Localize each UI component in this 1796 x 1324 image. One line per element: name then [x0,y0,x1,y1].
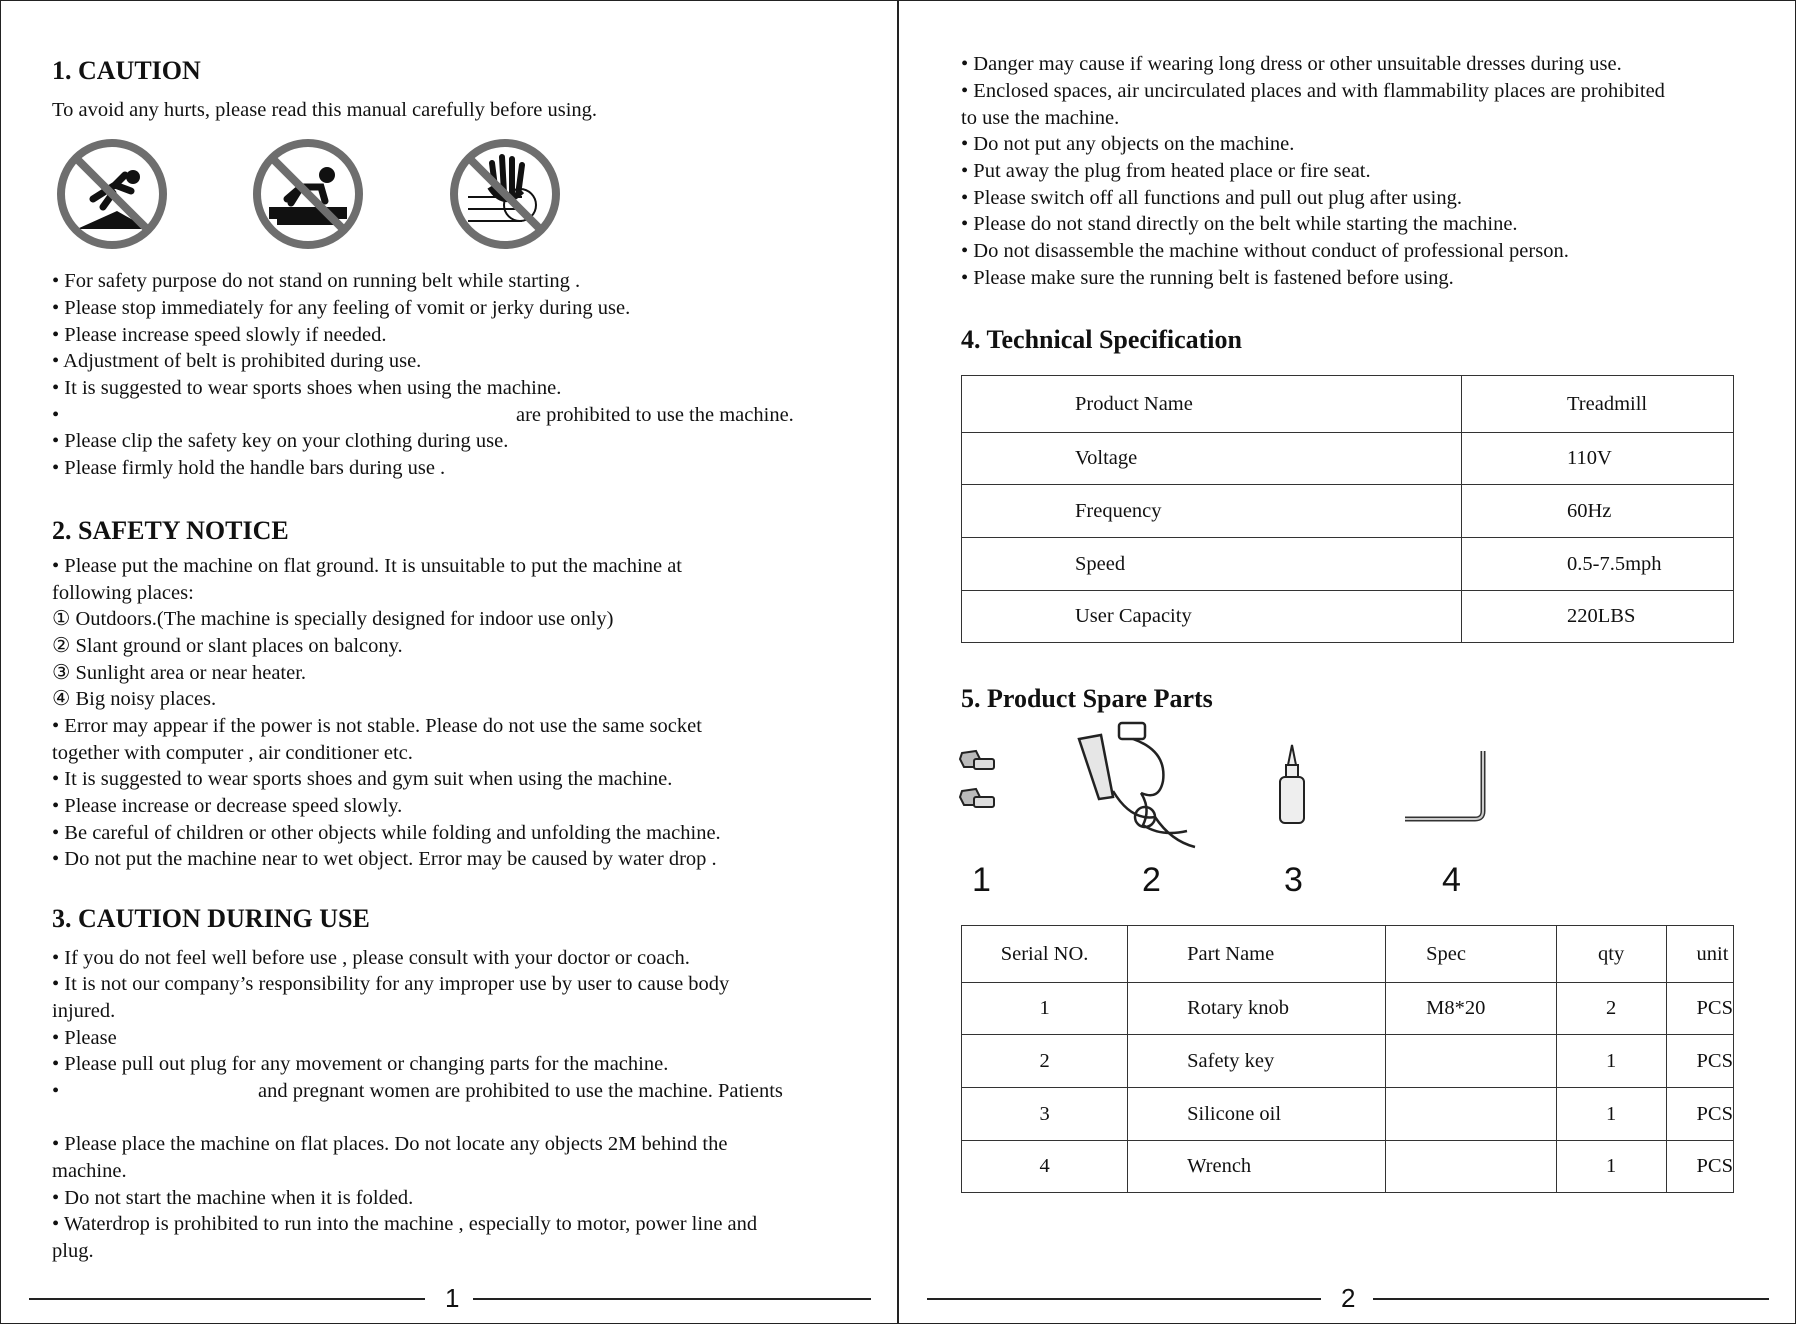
caution-continued-line: • Enclosed spaces, air uncirculated places and with flammability places are prohibited [961,80,1665,102]
header-serial-no: Serial NO. [962,926,1128,983]
part-unit: PCS [1666,1035,1733,1088]
caution-line: • Please firmly hold the handle bars during use . [52,457,446,479]
part-number-label: 2 [1142,861,1161,899]
safety-line: together with computer , air conditioner etc. [52,742,413,764]
parts-row [962,1035,1734,1088]
caution-line: • Please stop immediately for any feeling of vomit or jerky during use. [52,297,631,319]
part-name: Silicone oil [1128,1088,1386,1141]
safety-line: ③ Sunlight area or near heater. [52,662,307,684]
spec-row [962,538,1734,591]
part-spec: M8*20 [1386,983,1557,1035]
use-line: injured. [52,1000,116,1022]
part-spec [1386,1088,1557,1141]
caution-continued-line: • Please make sure the running belt is fastened before using. [961,267,1454,289]
part-name: Safety key [1128,1035,1386,1088]
part-unit: PCS [1666,1141,1733,1193]
spec-label: User Capacity [962,591,1462,643]
serial-no: 1 [962,983,1128,1035]
safety-line: following places: [52,582,194,604]
use-bullet-mark: • [52,1080,60,1102]
use-line: machine. [52,1160,127,1182]
part-name: Rotary knob [1128,983,1386,1035]
part-qty: 1 [1556,1088,1666,1141]
use-line: • If you do not feel well before use , please consult with your doctor or coach. [52,947,690,969]
serial-no: 3 [962,1088,1128,1141]
footer-rule [927,1298,1321,1300]
use-line: • Please place the machine on flat places. Do not locate any objects 2M behind the [52,1133,728,1155]
spec-label: Frequency [962,485,1462,538]
part-spec [1386,1035,1557,1088]
header-unit: unit [1666,926,1733,983]
use-line: plug. [52,1240,94,1262]
safety-line: • Please put the machine on flat ground. It is unsuitable to put the machine at [52,555,682,577]
section-title-caution: 1. CAUTION [52,56,201,85]
caution-continued-line: • Do not put any objects on the machine. [961,133,1295,155]
use-line: • Do not start the machine when it is folded. [52,1187,414,1209]
spare-parts-table [961,925,1734,1193]
safety-line: ② Slant ground or slant places on balcony. [52,635,403,657]
header-part-name: Part Name [1128,926,1386,983]
section-title-spare-parts: 5. Product Spare Parts [961,684,1213,713]
safety-line: • Do not put the machine near to wet object. Error may be caused by water drop . [52,848,717,870]
caution-line: • Please increase speed slowly if needed. [52,324,387,346]
caution-line: • Adjustment of belt is prohibited during use. [52,350,422,372]
no-hand-contact-icon [448,137,562,256]
caution-line: • Please clip the safety key on your clothing during use. [52,430,509,452]
page-number: 1 [445,1283,460,1313]
wrench-icon [1401,749,1487,830]
spec-label: Voltage [962,433,1462,485]
spec-row [962,485,1734,538]
use-line: • Please [52,1027,117,1049]
part-unit: PCS [1666,983,1733,1035]
section-title-technical-specification: 4. Technical Specification [961,325,1242,354]
no-kneeling-icon [251,137,365,256]
section-title-safety-notice: 2. SAFETY NOTICE [52,516,289,545]
caution-continued-line: • Please do not stand directly on the belt while starting the machine. [961,213,1518,235]
safety-line: • Error may appear if the power is not stable. Please do not use the same socket [52,715,702,737]
part-spec [1386,1141,1557,1193]
spec-value: Treadmill [1462,376,1734,433]
safety-line: ④ Big noisy places. [52,688,217,710]
spec-label: Product Name [962,376,1462,433]
part-qty: 1 [1556,1035,1666,1088]
part-number-label: 1 [972,861,991,899]
spec-table [961,375,1734,643]
parts-header-row [962,926,1734,983]
caution-bullet-mark: • [52,404,60,426]
spec-value: 110V [1462,433,1734,485]
use-line: and pregnant women are prohibited to use the machine. Patients [258,1080,783,1102]
parts-row [962,1088,1734,1141]
rotary-knob-icon [958,749,1002,826]
safety-line: • It is suggested to wear sports shoes and gym suit when using the machine. [52,768,673,790]
spec-value: 220LBS [1462,591,1734,643]
footer-rule [473,1298,871,1300]
spec-value: 0.5-7.5mph [1462,538,1734,591]
part-qty: 2 [1556,983,1666,1035]
use-line: • Please pull out plug for any movement or changing parts for the machine. [52,1053,669,1075]
safety-line: • Please increase or decrease speed slowly. [52,795,403,817]
footer-rule [1373,1298,1769,1300]
part-name: Wrench [1128,1141,1386,1193]
footer-rule [29,1298,425,1300]
part-number-label: 3 [1284,861,1303,899]
silicone-oil-bottle-icon [1277,743,1307,832]
caution-continued-line: • Please switch off all functions and pull out plug after using. [961,187,1462,209]
no-falling-icon [55,137,169,256]
page-right [898,0,1796,1324]
spec-row [962,591,1734,643]
serial-no: 4 [962,1141,1128,1193]
part-unit: PCS [1666,1088,1733,1141]
caution-line: • It is suggested to wear sports shoes when using the machine. [52,377,562,399]
safety-key-icon [1071,721,1211,856]
use-line: • Waterdrop is prohibited to run into the machine , especially to motor, power line and [52,1213,758,1235]
header-spec: Spec [1386,926,1557,983]
section-title-caution-during-use: 3. CAUTION DURING USE [52,904,370,933]
caution-intro: To avoid any hurts, please read this manual carefully before using. [52,99,598,121]
caution-line: are prohibited to use the machine. [516,404,794,426]
part-qty: 1 [1556,1141,1666,1193]
safety-line: • Be careful of children or other objects while folding and unfolding the machine. [52,822,721,844]
page-number: 2 [1341,1283,1356,1313]
caution-continued-line: • Do not disassemble the machine without conduct of professional person. [961,240,1569,262]
caution-line: • For safety purpose do not stand on running belt while starting . [52,270,581,292]
safety-line: ① Outdoors.(The machine is specially designed for indoor use only) [52,608,614,630]
part-number-label: 4 [1442,861,1461,899]
spec-label: Speed [962,538,1462,591]
caution-continued-line: • Danger may cause if wearing long dress or other unsuitable dresses during use. [961,53,1622,75]
serial-no: 2 [962,1035,1128,1088]
parts-row [962,983,1734,1035]
caution-continued-line: to use the machine. [961,107,1120,129]
use-line: • It is not our company’s responsibility for any improper use by user to cause body [52,973,730,995]
spec-value: 60Hz [1462,485,1734,538]
parts-row [962,1141,1734,1193]
spec-row [962,433,1734,485]
caution-continued-line: • Put away the plug from heated place or fire seat. [961,160,1371,182]
header-qty: qty [1556,926,1666,983]
spec-row [962,376,1734,433]
